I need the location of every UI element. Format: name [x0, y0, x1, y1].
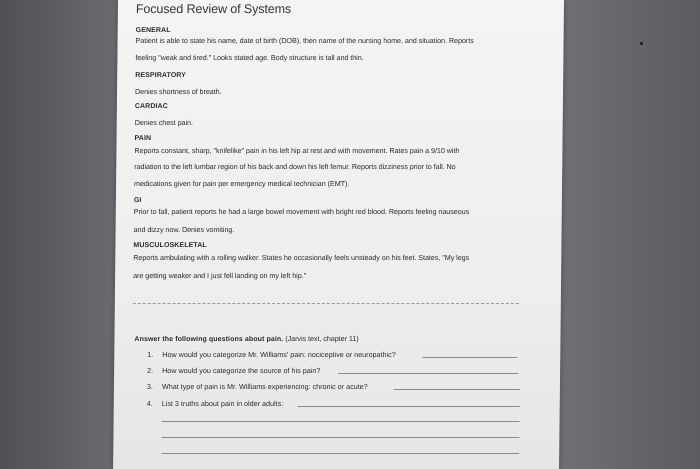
gi-line-2: and dizzy now. Denies vomiting. — [133, 225, 235, 234]
question-4-answer-line-2[interactable] — [162, 421, 520, 422]
question-3-answer-line[interactable] — [394, 389, 520, 390]
question-4-answer-line-1[interactable] — [298, 406, 520, 407]
pain-line-2: radiation to the left lumbar region of his back and down his left femur. Reports dizziness prior to fall. No — [134, 162, 456, 171]
pain-line-3: medications given for pain per emergency medical technician (EMT). — [134, 179, 350, 188]
question-1-text: How would you categorize Mr. Williams' pain: nociceptive or neuropathic? — [162, 350, 396, 359]
section-heading-respiratory: RESPIRATORY — [135, 72, 187, 79]
question-3-text: What type of pain is Mr. Williams experiencing: chronic or acute? — [161, 382, 368, 391]
section-heading-gi: GI — [133, 197, 142, 204]
question-2-number: 2. — [147, 366, 154, 375]
question-1-answer-line[interactable] — [422, 357, 517, 358]
question-4-answer-line-4[interactable] — [161, 453, 519, 454]
questions-intro — [134, 334, 358, 344]
background-speck — [640, 42, 643, 45]
question-4-text: List 3 truths about pain in older adults: — [161, 399, 284, 408]
section-divider — [133, 303, 519, 304]
question-2-text: How would you categorize the source of his pain? — [162, 366, 321, 375]
musculoskeletal-line-1: Reports ambulating with a rolling walker. States he occasionally feels unsteady on his feet. States, "My legs — [133, 253, 470, 262]
section-heading-musculoskeletal: MUSCULOSKELETAL — [133, 242, 207, 249]
general-line-1: Patient is able to state his name, date of birth (DOB), then name of the nursing home, and situation. Reports — [135, 36, 474, 45]
pain-line-1: Reports constant, sharp, "knifelike" pain in his left hip at rest and with movement. Rates pain a 9/10 with — [134, 146, 460, 155]
musculoskeletal-line-2: are getting weaker and I just fell landing on my left hip." — [133, 271, 307, 280]
background-right — [560, 0, 700, 469]
questions-intro-source: (Jarvis text, chapter 11) — [283, 334, 359, 343]
section-heading-cardiac: CARDIAC — [134, 103, 168, 110]
question-4-number: 4. — [146, 399, 153, 408]
question-1-number: 1. — [147, 350, 154, 359]
cardiac-line-1: Denies chest pain. — [134, 118, 193, 127]
question-2-answer-line[interactable] — [338, 373, 518, 374]
section-heading-general: GENERAL — [135, 27, 171, 34]
questions-intro-bold: Answer the following questions about pain. — [134, 336, 284, 343]
respiratory-line-1: Denies shortness of breath. — [134, 87, 222, 96]
question-4-answer-line-3[interactable] — [161, 437, 519, 438]
background-left — [0, 0, 120, 469]
general-line-2: feeling "weak and tired." Looks stated age. Body structure is tall and thin. — [135, 53, 364, 62]
document-title: Focused Review of Systems — [135, 2, 292, 16]
gi-line-1: Prior to fall, patient reports he had a large bowel movement with bright red blood. Reports feeling nauseous — [133, 207, 470, 216]
question-3-number: 3. — [146, 382, 153, 391]
section-heading-pain: PAIN — [134, 135, 152, 142]
